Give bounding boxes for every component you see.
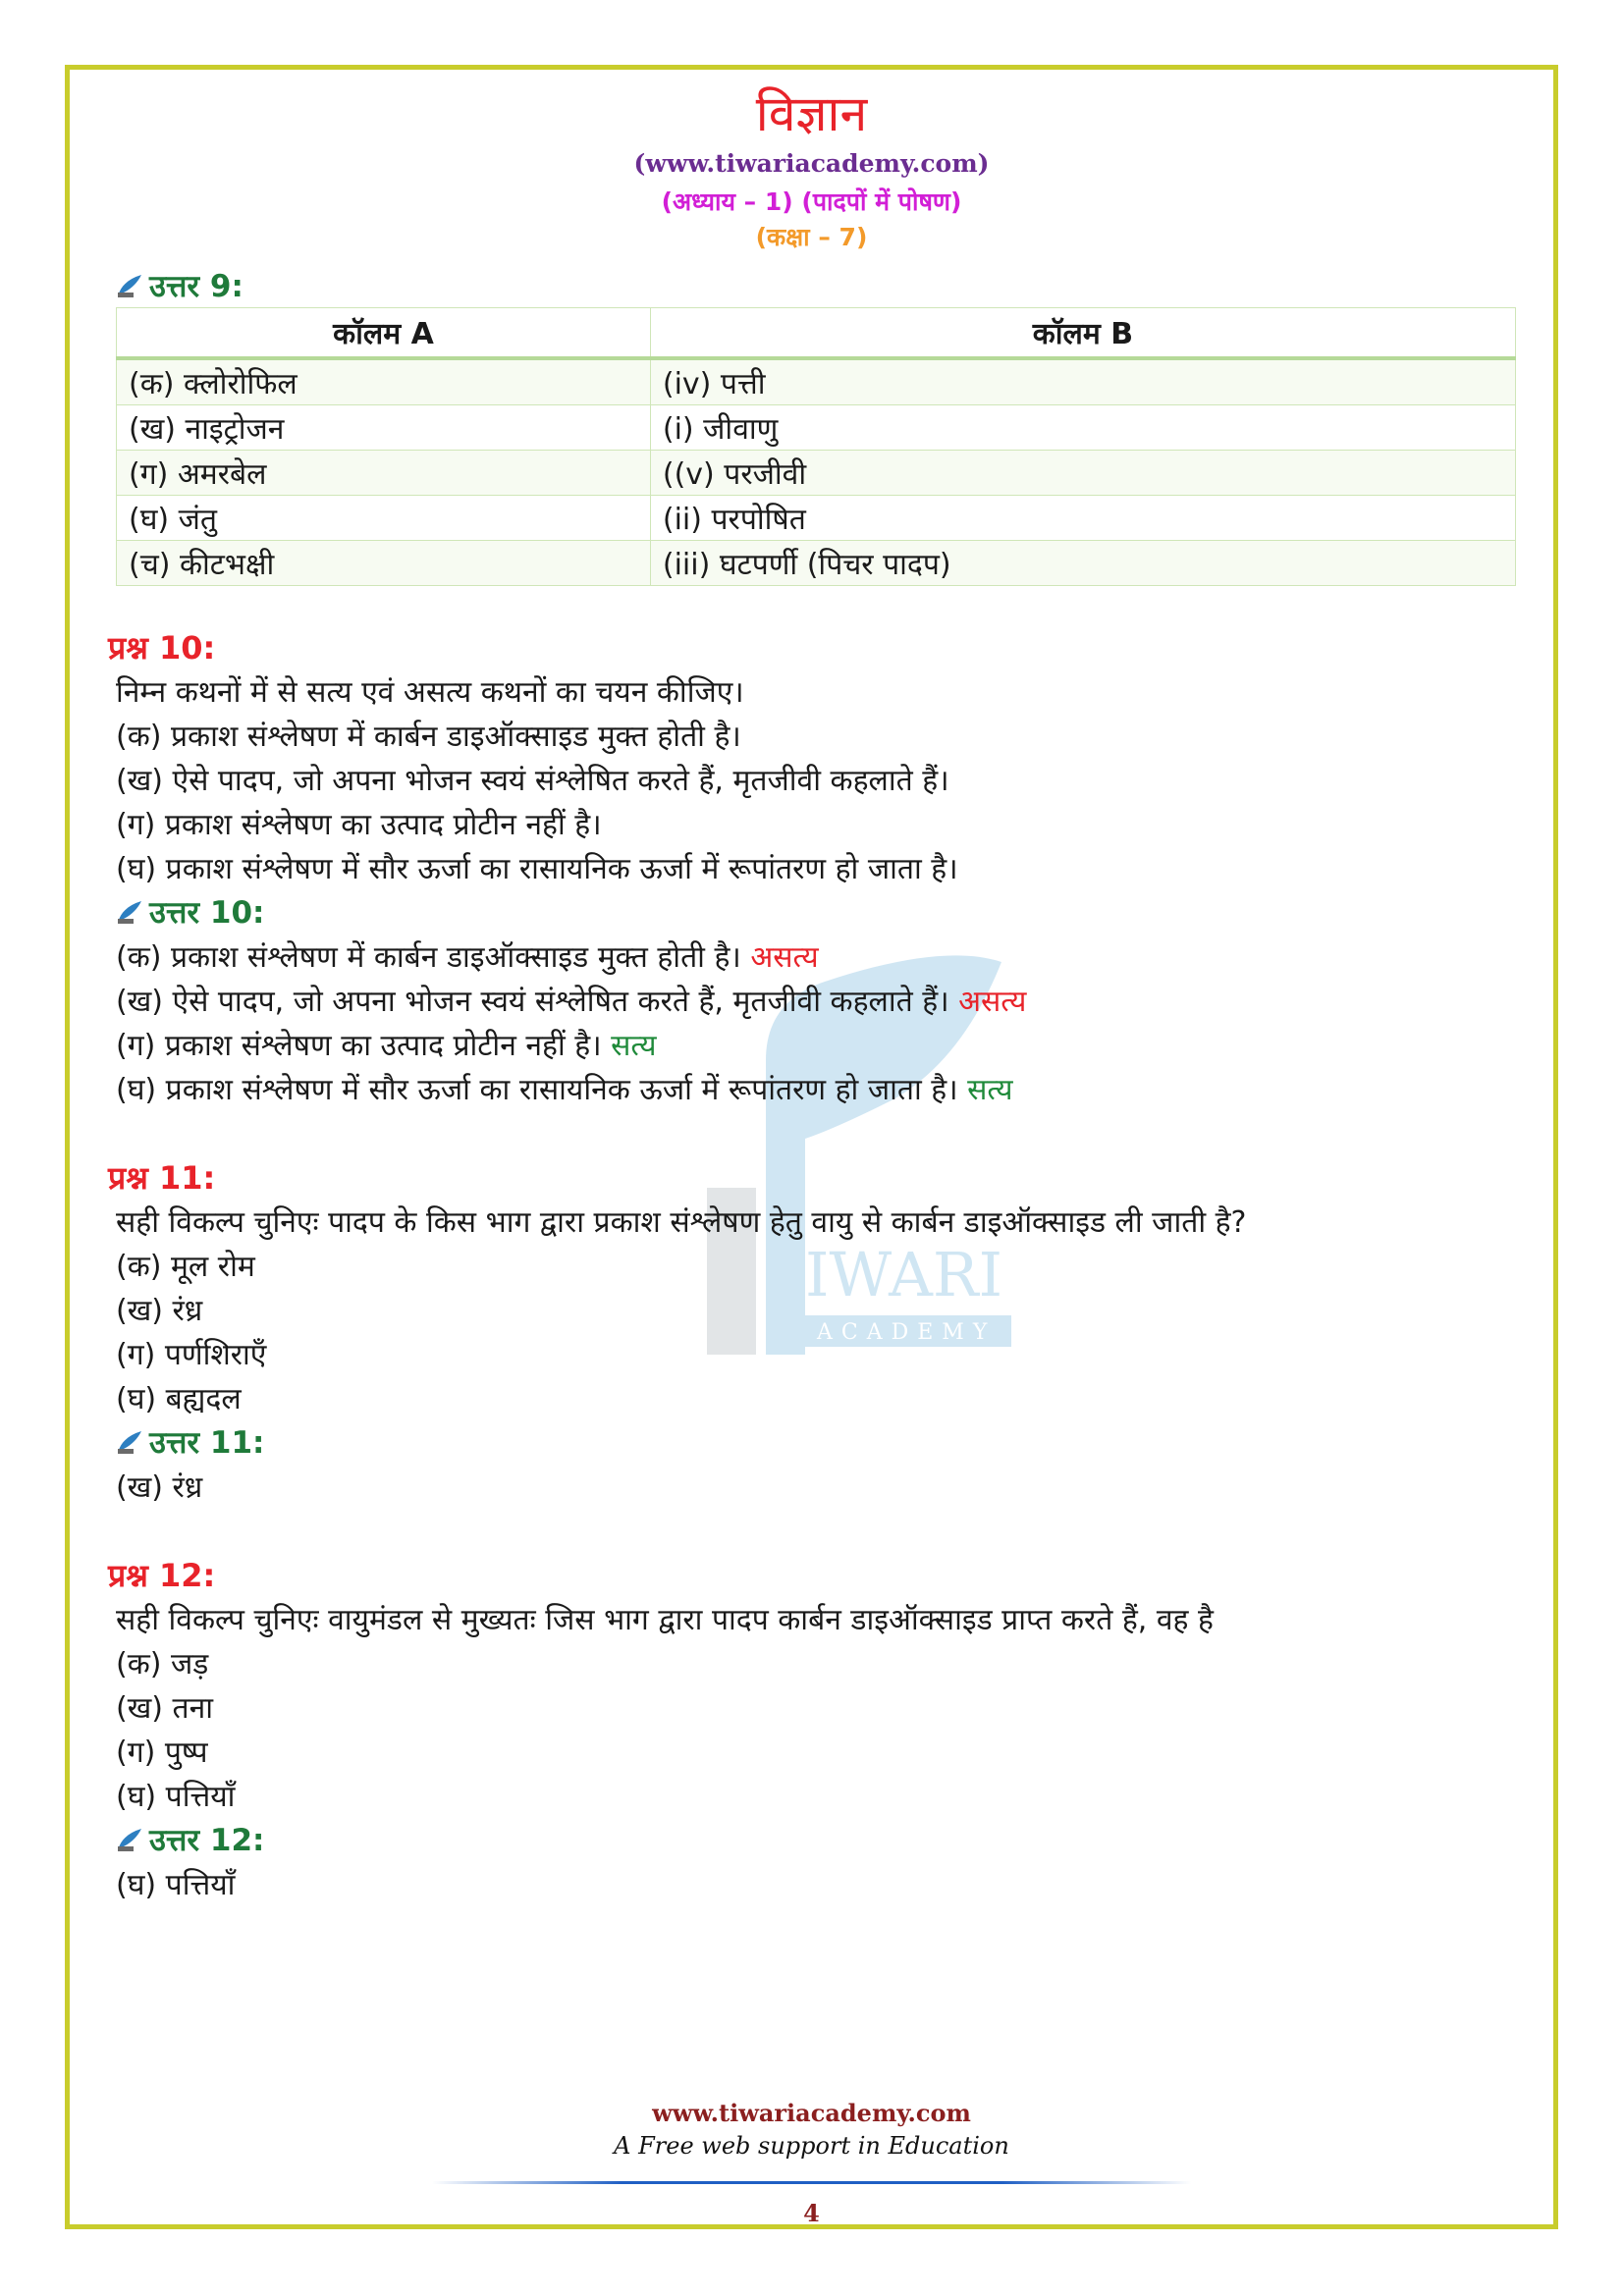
header-website: (www.tiwariacademy.com) <box>633 149 990 178</box>
question-11-option: (ख) रंध्र <box>116 1294 203 1328</box>
pen-nib-icon <box>116 1429 143 1455</box>
question-11-option: (घ) बह्यदल <box>116 1382 242 1416</box>
question-11-heading: प्रश्न 11: <box>108 1159 216 1197</box>
question-12-heading: प्रश्न 12: <box>108 1557 216 1594</box>
table-cell: (i) जीवाणु <box>650 405 1515 451</box>
table-cell: ((v) परजीवी <box>650 451 1515 496</box>
header-class: (कक्षा – 7) <box>755 223 868 251</box>
column-a-header: कॉलम A <box>117 308 651 359</box>
answer-9-heading: उत्तर 9: <box>116 265 243 306</box>
answer-10-line: (घ) प्रकाश संश्लेषण में सौर ऊर्जा का रासायनिक ऊर्जा में रूपांतरण हो जाता है। सत्य <box>116 1073 1013 1107</box>
answer-10-line: (क) प्रकाश संश्लेषण में कार्बन डाइऑक्साइड मुक्त होती है। असत्य <box>116 940 819 975</box>
table-row <box>117 541 1516 586</box>
question-12-text: सही विकल्प चुनिएः वायुमंडल से मुख्यतः जिस भाग द्वारा पादप कार्बन डाइऑक्साइड प्राप्त करते हैं, वह है <box>116 1603 1214 1637</box>
question-10-option: (घ) प्रकाश संश्लेषण में सौर ऊर्जा का रासायनिक ऊर्जा में रूपांतरण हो जाता है। <box>116 852 958 886</box>
table-row <box>117 405 1516 451</box>
answer-12-heading: उत्तर 12: <box>116 1819 264 1860</box>
answer-12-text: (घ) पत्तियाँ <box>116 1868 236 1902</box>
header-chapter: (अध्याय – 1) (पादपों में पोषण) <box>661 187 962 216</box>
question-10-heading: प्रश्न 10: <box>108 629 216 667</box>
table-header-row <box>117 308 1516 359</box>
footer-divider <box>432 2181 1191 2184</box>
table-cell: (ii) परपोषित <box>650 496 1515 541</box>
question-12-option: (क) जड़ <box>116 1647 209 1682</box>
question-10-option: (क) प्रकाश संश्लेषण में कार्बन डाइऑक्साइड मुक्त होती है। <box>116 720 741 754</box>
answer-10-line: (ख) ऐसे पादप, जो अपना भोजन स्वयं संश्लेषित करते हैं, मृतजीवी कहलाते हैं। असत्य <box>116 985 1027 1019</box>
footer-website-link[interactable]: www.tiwariacademy.com <box>652 2099 971 2127</box>
question-10-text: निम्न कथनों में से सत्य एवं असत्य कथनों का चयन कीजिए। <box>116 675 744 710</box>
true-verdict: सत्य <box>611 1029 657 1063</box>
table-cell: (iv) पत्ती <box>650 358 1515 405</box>
false-verdict: असत्य <box>750 940 819 975</box>
table-row <box>117 358 1516 405</box>
pen-nib-icon <box>116 1827 143 1852</box>
question-12-option: (ख) तना <box>116 1691 214 1726</box>
table-cell: (घ) जंतु <box>117 496 651 541</box>
answer-10-heading: उत्तर 10: <box>116 891 264 933</box>
watermark-text: IWARI <box>805 1239 1003 1310</box>
column-b-header: कॉलम B <box>650 308 1515 359</box>
answer-11-text: (ख) रंध्र <box>116 1470 203 1505</box>
watermark-subtext: ACADEMY <box>817 1320 997 1345</box>
false-verdict: असत्य <box>958 985 1027 1019</box>
pen-nib-icon <box>116 899 143 925</box>
page-title: विज्ञान <box>755 85 868 142</box>
table-cell: (ग) अमरबेल <box>117 451 651 496</box>
answer-11-heading: उत्तर 11: <box>116 1421 264 1463</box>
footer-tagline: A Free web support in Education <box>614 2132 1009 2160</box>
table-cell: (ख) नाइट्रोजन <box>117 405 651 451</box>
question-11-option: (ग) पर्णशिराएँ <box>116 1338 267 1372</box>
question-12-option: (घ) पत्तियाँ <box>116 1780 236 1814</box>
pen-nib-icon <box>116 273 143 298</box>
question-10-option: (ख) ऐसे पादप, जो अपना भोजन स्वयं संश्लेषित करते हैं, मृतजीवी कहलाते हैं। <box>116 764 949 798</box>
question-11-text: सही विकल्प चुनिएः पादप के किस भाग द्वारा प्रकाश संश्लेषण हेतु वायु से कार्बन डाइऑक्साइड ली जाती है? <box>116 1205 1247 1240</box>
match-table <box>116 307 1516 586</box>
true-verdict: सत्य <box>967 1073 1013 1107</box>
table-row <box>117 451 1516 496</box>
question-11-option: (क) मूल रोम <box>116 1250 255 1284</box>
page-number: 4 <box>803 2199 820 2227</box>
table-cell: (च) कीटभक्षी <box>117 541 651 586</box>
question-12-option: (ग) पुष्प <box>116 1735 208 1770</box>
table-cell: (क) क्लोरोफिल <box>117 358 651 405</box>
table-row <box>117 496 1516 541</box>
answer-10-line: (ग) प्रकाश संश्लेषण का उत्पाद प्रोटीन नहीं है। सत्य <box>116 1029 657 1063</box>
table-cell: (iii) घटपर्णी (पिचर पादप) <box>650 541 1515 586</box>
question-10-option: (ग) प्रकाश संश्लेषण का उत्पाद प्रोटीन नहीं है। <box>116 808 602 842</box>
